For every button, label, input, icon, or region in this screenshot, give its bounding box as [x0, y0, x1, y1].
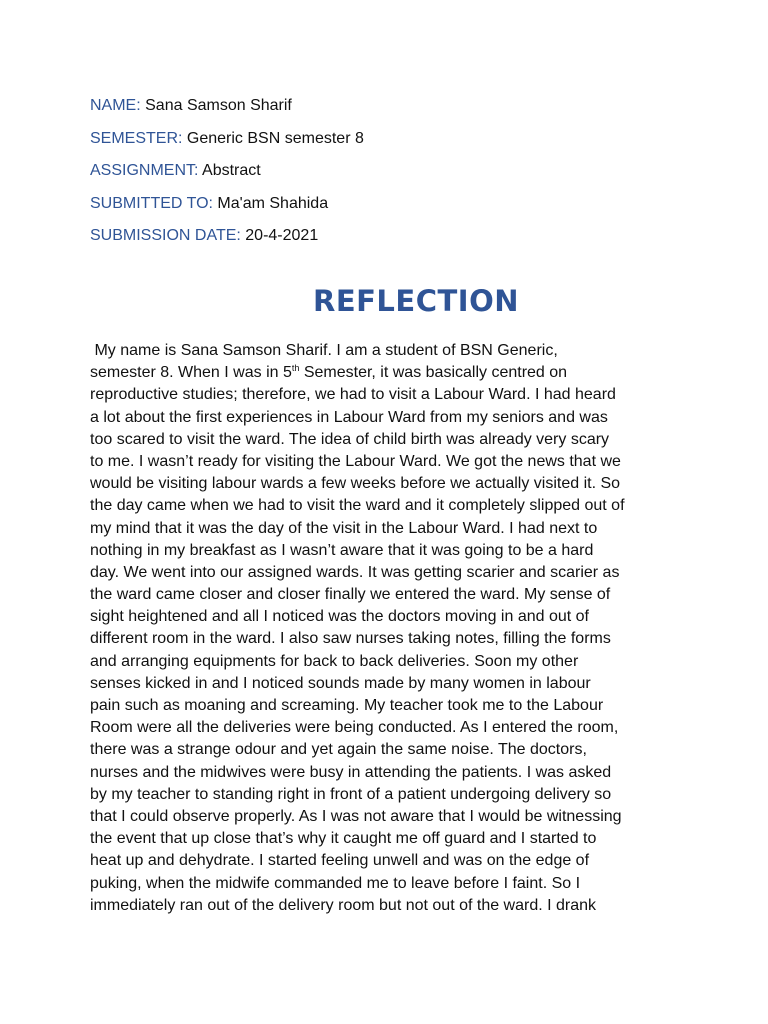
ordinal-superscript: th: [291, 363, 300, 374]
body-line: [90, 628, 690, 650]
body-line: [90, 651, 690, 673]
body-line: [90, 495, 690, 517]
semester-row: [90, 123, 364, 156]
body-line: [90, 362, 690, 384]
body-line: [90, 784, 690, 806]
body-line-text: senses kicked in and I noticed sounds made by many women in labour: [90, 674, 591, 692]
body-line-text: reproductive studies; therefore, we had to visit a Labour Ward. I had heard: [90, 386, 616, 404]
body-line-text: too scared to visit the ward. The idea of child birth was already very scary: [90, 430, 610, 448]
body-line-text: immediately ran out of the delivery room but not out of the ward. I drank: [90, 896, 597, 914]
body-line-text: to me. I wasn’t ready for visiting the Labour Ward. We got the news that we: [90, 452, 621, 470]
semester-label: SEMESTER:: [90, 129, 187, 147]
body-line: [90, 606, 690, 628]
body-line: [90, 717, 690, 739]
body-line-text: sight heightened and all I noticed was the doctors moving in and out of: [90, 608, 589, 626]
submission-date-label: SUBMISSION DATE:: [90, 227, 246, 244]
assignment-label: ASSIGNMENT:: [90, 162, 203, 179]
body-line: [90, 828, 690, 850]
name-label: NAME:: [90, 97, 146, 114]
body-line: [90, 762, 690, 784]
body-line-text: pain such as moaning and screaming. My teacher took me to the Labour: [90, 697, 604, 714]
body-line-text: nothing in my breakfast as I wasn’t aware that it was going to be a hard: [90, 541, 594, 559]
submission-date-row: [90, 220, 364, 253]
submitted-to-value: Ma'am Shahida: [217, 194, 329, 212]
body-line-text: that I could observe properly. As I was not aware that I would be witnessing: [90, 807, 622, 825]
body-line-text: by my teacher to standing right in front of a patient undergoing delivery so: [90, 785, 612, 803]
body-line: [90, 407, 690, 429]
body-line: [90, 518, 690, 540]
body-line-text: and arranging equipments for back to back deliveries. Soon my other: [90, 652, 579, 670]
assignment-row: [90, 155, 364, 188]
submitted-to-row: [90, 188, 364, 221]
semester-value: Generic BSN semester 8: [186, 129, 364, 147]
name-value: Sana Samson Sharif: [145, 97, 292, 114]
submission-date-value: 20-4-2021: [245, 227, 319, 244]
body-line-text: nurses and the midwives were busy in attending the patients. I was asked: [90, 763, 612, 781]
body-line-text: the event that up close that’s why it caught me off guard and I started to: [90, 830, 597, 848]
body-line-text: Room were all the deliveries were being conducted. As I entered the room,: [90, 719, 619, 737]
body-line-text: a lot about the first experiences in Labour Ward from my seniors and was: [90, 408, 608, 426]
body-line-text: puking, when the midwife commanded me to leave before I faint. So I: [90, 874, 581, 892]
page-title: REFLECTION: [312, 284, 520, 318]
body-line-text: different room in the ward. I also saw nurses taking notes, filling the forms: [90, 630, 611, 648]
body-line: [90, 429, 690, 451]
body-line-text: my mind that it was the day of the visit in the Labour Ward. I had next to: [90, 519, 598, 537]
header-info: [90, 90, 364, 253]
body-line-text: there was a strange odour and yet again the same noise. The doctors,: [90, 741, 587, 759]
body-line-text: Semester, it was basically centred on: [299, 364, 568, 382]
body-line-text: semester 8. When I was in 5: [90, 364, 292, 382]
body-line-text: heat up and dehydrate. I started feeling unwell and was on the edge of: [90, 852, 590, 870]
body-line-text: the day came when we had to visit the ward and it completely slipped out of: [90, 497, 625, 515]
body-line: [90, 584, 690, 606]
body-line: [90, 850, 690, 872]
body-line-text: day. We went into our assigned wards. It was getting scarier and scarier as: [90, 563, 620, 581]
body-line: [90, 340, 690, 362]
body-line: [90, 873, 690, 895]
reflection-body: [90, 340, 690, 917]
body-line: [90, 673, 690, 695]
body-line: [90, 451, 690, 473]
body-line: [90, 540, 690, 562]
name-row: [90, 90, 364, 123]
body-line: [90, 806, 690, 828]
body-line-text: My name is Sana Samson Sharif. I am a student of BSN Generic,: [90, 342, 558, 359]
assignment-value: Abstract: [202, 162, 261, 179]
body-line: [90, 739, 690, 761]
body-line: [90, 473, 690, 495]
body-line: [90, 895, 690, 917]
body-line: [90, 562, 690, 584]
body-line: [90, 695, 690, 717]
body-line-text: the ward came closer and closer finally we entered the ward. My sense of: [90, 586, 611, 604]
submitted-to-label: SUBMITTED TO:: [90, 194, 218, 212]
body-line-text: would be visiting labour wards a few weeks before we actually visited it. So: [90, 475, 621, 493]
body-line: [90, 384, 690, 406]
